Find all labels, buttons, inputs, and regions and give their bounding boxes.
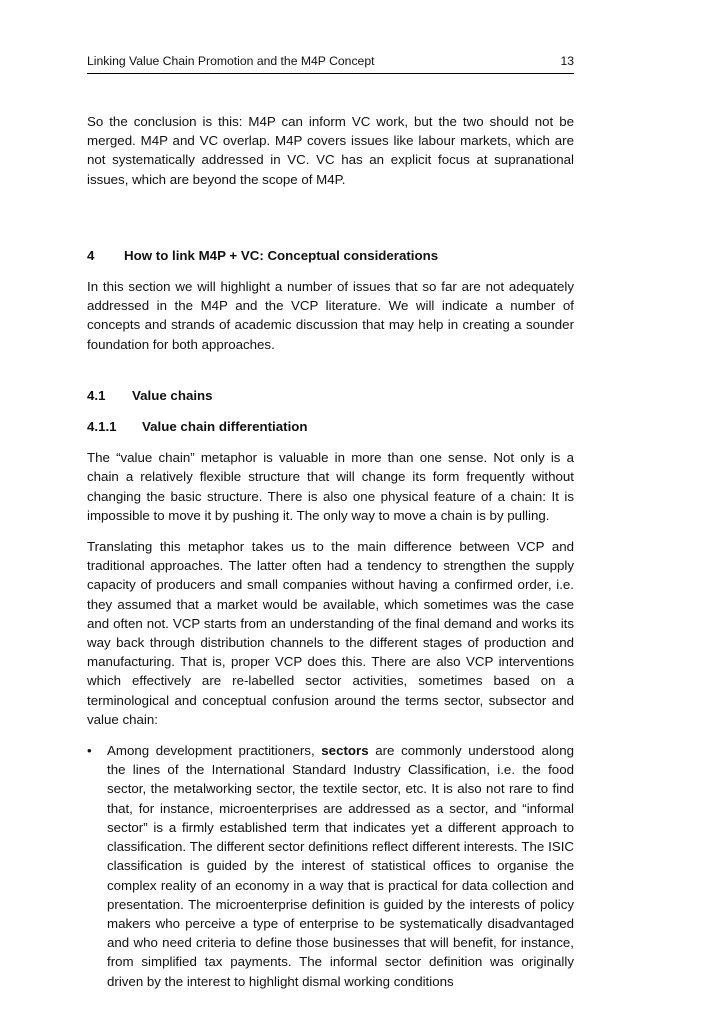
section-4-1-title: Value chains xyxy=(132,387,213,403)
page-number: 13 xyxy=(560,54,574,68)
value-chain-paragraph-2: Translating this metaphor takes us to the main difference between VCP and traditional approaches. The latter often had a tendency to strengthen the supply capacity of producers and small companies without having a confirmed order, i.e. they assumed that a market would be available, which sometimes was the case and often not. VCP starts from an understanding of the final demand and works its way back through distribution channels to the different stages of production and manufacturing. That is, proper VCP does this. There are also VCP interventions which effectively are re-labelled sector activities, sometimes based on a terminological and conceptual confusion around the terms sector, subsector and value chain: xyxy=(87,539,574,727)
list-item xyxy=(87,741,574,991)
intro-paragraph: So the conclusion is this: M4P can inform VC work, but the two should not be merged. M4P and VC overlap. M4P covers issues like labour markets, which are not systematically addressed in VC. VC has an explicit focus at supranational issues, which are beyond the scope of M4P. xyxy=(87,114,574,187)
bullet-bold-term: sectors xyxy=(321,743,369,759)
section-4-paragraph: In this section we will highlight a number of issues that so far are not adequately addressed in the M4P and the VCP literature. We will indicate a number of concepts and strands of academic discussion that may help in creating a sounder foundation for both approaches. xyxy=(87,279,574,352)
bullet-text xyxy=(107,741,574,991)
section-4-number: 4 xyxy=(87,247,95,263)
section-4-1-heading xyxy=(87,386,574,405)
bullet-list xyxy=(87,741,574,991)
body-content xyxy=(87,112,574,991)
section-4-heading xyxy=(87,246,574,265)
bullet-text-lead: Among development practitioners, xyxy=(107,743,322,759)
section-4-title: How to link M4P + VC: Conceptual considerations xyxy=(124,247,439,263)
section-4-1-number: 4.1 xyxy=(87,387,106,403)
running-header xyxy=(87,53,574,74)
bullet-text-rest: are commonly understood along the lines of the International Standard Industry Classification, i.e. the food sector, the metalworking sector, the textile sector, etc. It is also not rare to find that, for instance, microenterprises are addressed as a sector, and “informal sector” is a firmly established term that indicates yet a different approach to classification. The different sector definitions reflect different interests. The ISIC classification is guided by the interest of statistical offices to organise the complex reality of an economy in a way that is practical for data collection and presentation. The microenterprise definition is guided by the interests of policy makers who perceive a type of enterprise to be systematically disadvantaged and who need criteria to define those businesses that will benefit, for instance, from simplified tax payments. The informal sector definition was originally driven by the interest to highlight dismal working conditions xyxy=(107,743,574,989)
section-4-1-1-heading xyxy=(87,417,574,436)
section-4-1-1-title: Value chain differentiation xyxy=(142,419,308,435)
value-chain-paragraph-1: The “value chain” metaphor is valuable in more than one sense. Not only is a chain a relatively flexible structure that will change its form frequently without changing the basic structure. There is also one physical feature of a chain: It is impossible to move it by pushing it. The only way to move a chain is by pulling. xyxy=(87,450,574,523)
header-title: Linking Value Chain Promotion and the M4P Concept xyxy=(87,54,375,68)
bullet-marker: • xyxy=(87,743,92,759)
section-4-1-1-number: 4.1.1 xyxy=(87,419,117,435)
